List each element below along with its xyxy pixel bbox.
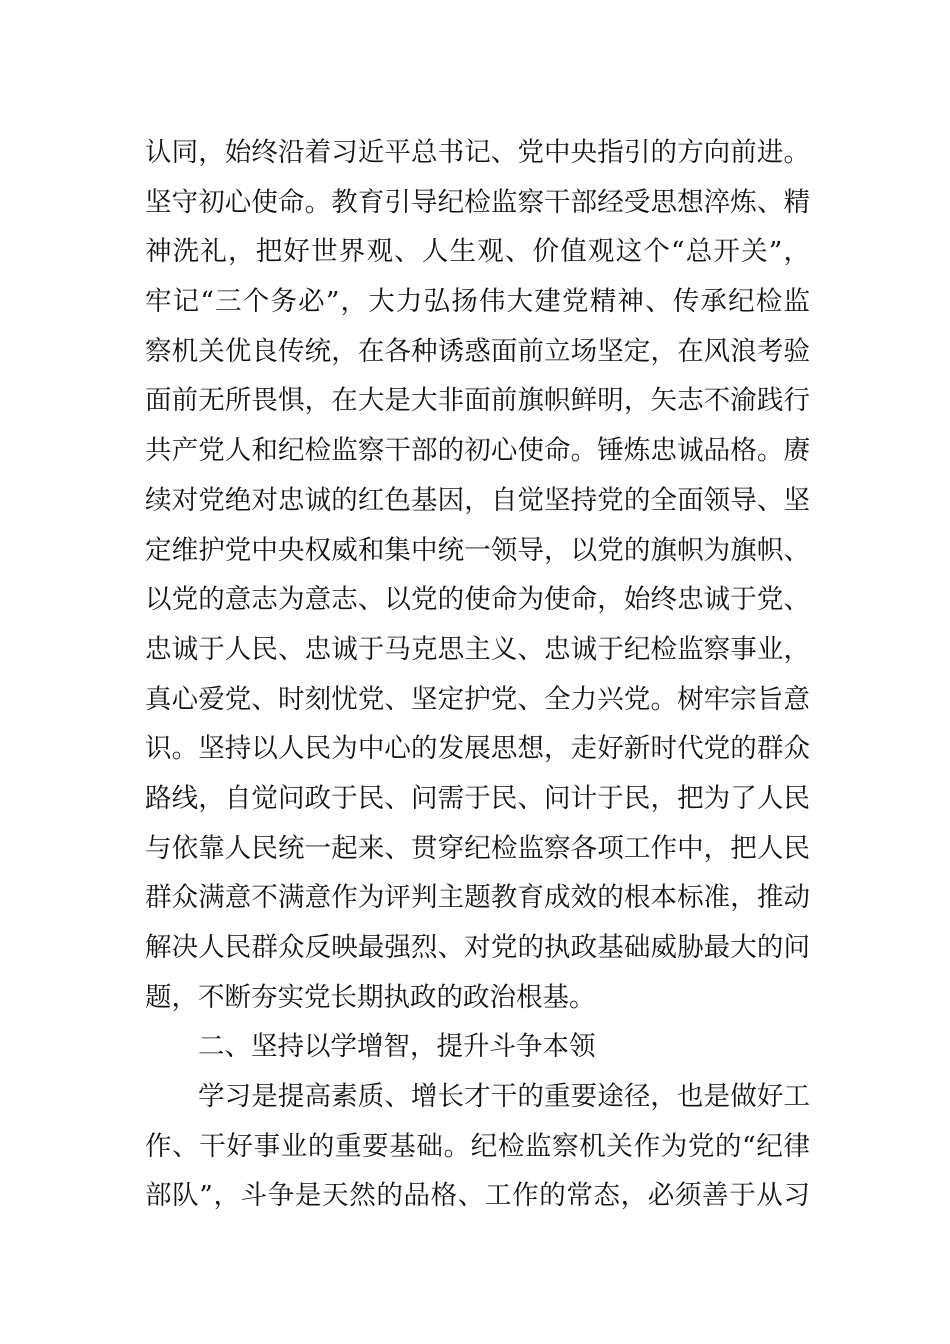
body-line: 路线，自觉问政于民、问需于民、问计于民，把为了人民 bbox=[145, 782, 810, 814]
body-line: 牢记“三个务必”，大力弘扬伟大建党精神、传承纪检监 bbox=[145, 286, 810, 318]
paragraph-line: 学习是提高素质、增长才干的重要途径，也是做好工 bbox=[198, 1081, 810, 1113]
section-heading: 二、坚持以学增智，提升斗争本领 bbox=[198, 1031, 596, 1063]
body-line: 察机关优良传统，在各种诱惑面前立场坚定，在风浪考验 bbox=[145, 335, 810, 367]
body-line: 续对党绝对忠诚的红色基因，自觉坚持党的全面领导、坚 bbox=[145, 484, 810, 516]
body-line: 群众满意不满意作为评判主题教育成效的根本标准，推动 bbox=[145, 882, 810, 914]
paragraph-line: 部队”，斗争是天然的品格、工作的常态，必须善于从习 bbox=[145, 1180, 810, 1212]
body-line: 题，不断夯实党长期执政的政治根基。 bbox=[145, 981, 596, 1013]
body-line: 共产党人和纪检监察干部的初心使命。锤炼忠诚品格。赓 bbox=[145, 435, 810, 467]
body-line: 面前无所畏惧，在大是大非面前旗帜鲜明，矢志不渝践行 bbox=[145, 385, 810, 417]
body-line: 真心爱党、时刻忧党、坚定护党、全力兴党。树牢宗旨意 bbox=[145, 683, 810, 715]
body-line: 认同，始终沿着习近平总书记、党中央指引的方向前进。 bbox=[145, 137, 810, 168]
body-line: 坚守初心使命。教育引导纪检监察干部经受思想淬炼、精 bbox=[145, 186, 810, 218]
body-line: 定维护党中央权威和集中统一领导，以党的旗帜为旗帜、 bbox=[145, 534, 810, 566]
body-line: 解决人民群众反映最强烈、对党的执政基础威胁最大的问 bbox=[145, 932, 810, 963]
body-line: 忠诚于人民、忠诚于马克思主义、忠诚于纪检监察事业， bbox=[145, 633, 810, 665]
body-line: 以党的意志为意志、以党的使命为使命，始终忠诚于党、 bbox=[145, 584, 810, 616]
document-body bbox=[145, 128, 810, 1221]
body-line: 神洗礼，把好世界观、人生观、价值观这个“总开关”， bbox=[145, 236, 810, 268]
paragraph-line: 作、干好事业的重要基础。纪检监察机关作为党的“纪律 bbox=[145, 1130, 810, 1162]
body-line: 识。坚持以人民为中心的发展思想，走好新时代党的群众 bbox=[145, 733, 810, 765]
body-line: 与依靠人民统一起来、贯穿纪检监察各项工作中，把人民 bbox=[145, 832, 810, 864]
